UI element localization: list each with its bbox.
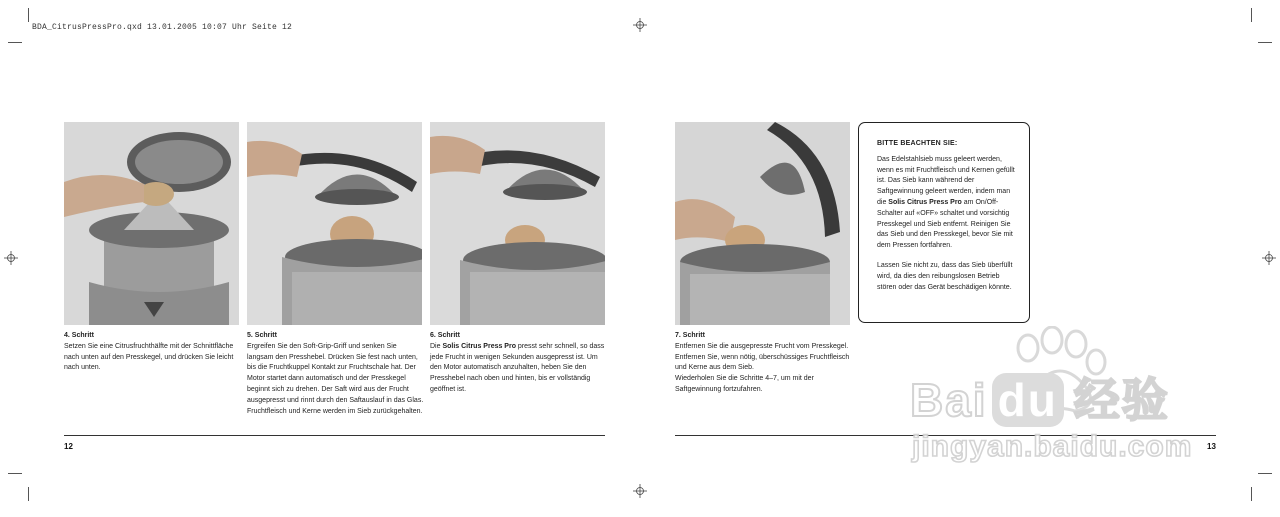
registration-mark-icon bbox=[1262, 251, 1276, 265]
caption-step-4 bbox=[64, 331, 242, 374]
photo-step-7 bbox=[675, 122, 850, 325]
crop-mark bbox=[1251, 8, 1252, 22]
step-title: 5. Schritt bbox=[247, 332, 277, 339]
watermark-brand-bai: Bai bbox=[910, 374, 988, 426]
registration-mark-icon bbox=[4, 251, 18, 265]
step-text-2: Wiederholen Sie die Schritte 4–7, um mit der Saftgewinnung fortzufahren. bbox=[675, 375, 814, 393]
step-text-after: presst sehr schnell, so dass jede Frucht in wenigen Sekunden ausgepresst ist. Um den Motor automatisch anzuhalten, heben Sie den Presshebel nach oben und hinten, bis er vollständig geöffnet ist. bbox=[430, 342, 605, 393]
step-text-before: Die bbox=[430, 342, 443, 350]
note-text: am On/Off-Schalter auf «OFF» schaltet und vorsichtig Presskegel und Sieb entfernt. Reinigen Sie das Sieb und den Presskegel, bevor Sie mit dem Pressen fortfahren. bbox=[877, 198, 1013, 250]
caption-step-6 bbox=[430, 331, 608, 396]
step-text: Setzen Sie eine Citrusfruchthälfte mit der Schnittfläche nach unten auf den Presskegel, und drücken Sie leicht nach unten. bbox=[64, 342, 234, 372]
brand-name: Solis Citrus Press Pro bbox=[442, 342, 516, 350]
caption-step-7 bbox=[675, 331, 853, 396]
photo-step-6 bbox=[430, 122, 605, 325]
registration-mark-icon bbox=[633, 18, 647, 32]
watermark-jingyan-cn: 经验 bbox=[1073, 373, 1170, 427]
baidu-watermark bbox=[900, 326, 1220, 476]
footer-rule-left bbox=[64, 435, 605, 436]
step-text: Entfernen Sie die ausgepresste Frucht vom Presskegel. Entfernen Sie, wenn nötig, überschüssiges Fruchtfleisch und Kerne aus dem Sieb. bbox=[675, 342, 850, 372]
note-heading: BITTE BEACHTEN SIE: bbox=[877, 140, 958, 147]
page-number-left: 12 bbox=[64, 442, 73, 451]
brand-name: Solis Citrus Press Pro bbox=[888, 198, 962, 206]
note-text: Das Edelstahlsieb muss geleert werden, wenn es mit Fruchtfleisch und Kernen gefüllt ist. Das Sieb kann während der Saftgewinnung geleert werden, indem man die bbox=[877, 155, 1015, 206]
page-number-right: 13 bbox=[1207, 442, 1216, 451]
crop-mark bbox=[8, 473, 22, 474]
watermark-brand bbox=[910, 364, 1170, 430]
step-title: 4. Schritt bbox=[64, 332, 94, 339]
photo-step-4 bbox=[64, 122, 239, 325]
caption-step-5 bbox=[247, 331, 425, 417]
slug-line: BDA_CitrusPressPro.qxd 13.01.2005 10:07 Uhr Seite 12 bbox=[32, 23, 293, 32]
crop-mark bbox=[28, 487, 29, 501]
note-paragraph-2: Lassen Sie nicht zu, dass das Sieb überfüllt wird, da dies den reibungslosen Betrieb stören oder das Gerät beschädigen könnte. bbox=[877, 261, 1013, 291]
crop-mark bbox=[1258, 42, 1272, 43]
registration-mark-icon bbox=[633, 484, 647, 498]
photo-step-5 bbox=[247, 122, 422, 325]
note-box bbox=[858, 122, 1030, 323]
step-title: 7. Schritt bbox=[675, 332, 705, 339]
step-title: 6. Schritt bbox=[430, 332, 460, 339]
note-paragraph-1 bbox=[877, 155, 1019, 252]
watermark-url: jingyan.baidu.com bbox=[912, 430, 1193, 463]
watermark-brand-du: du bbox=[992, 373, 1064, 427]
crop-mark bbox=[1258, 473, 1272, 474]
step-text: Ergreifen Sie den Soft-Grip-Griff und senken Sie langsam den Presshebel. Drücken Sie fest nach unten, bis die Fruchtkuppel Kontakt zur Fruchtschale hat. Der Motor startet dann automatisch und der Presskegel beginnt sich zu drehen. Der Saft wird aus der Frucht ausgepresst und rinnt durch den Saftauslauf in das Glas. Fruchtfleisch und Kerne werden im Sieb zurückgehalten. bbox=[247, 342, 424, 415]
crop-mark bbox=[28, 8, 29, 22]
crop-mark bbox=[8, 42, 22, 43]
crop-mark bbox=[1251, 487, 1252, 501]
